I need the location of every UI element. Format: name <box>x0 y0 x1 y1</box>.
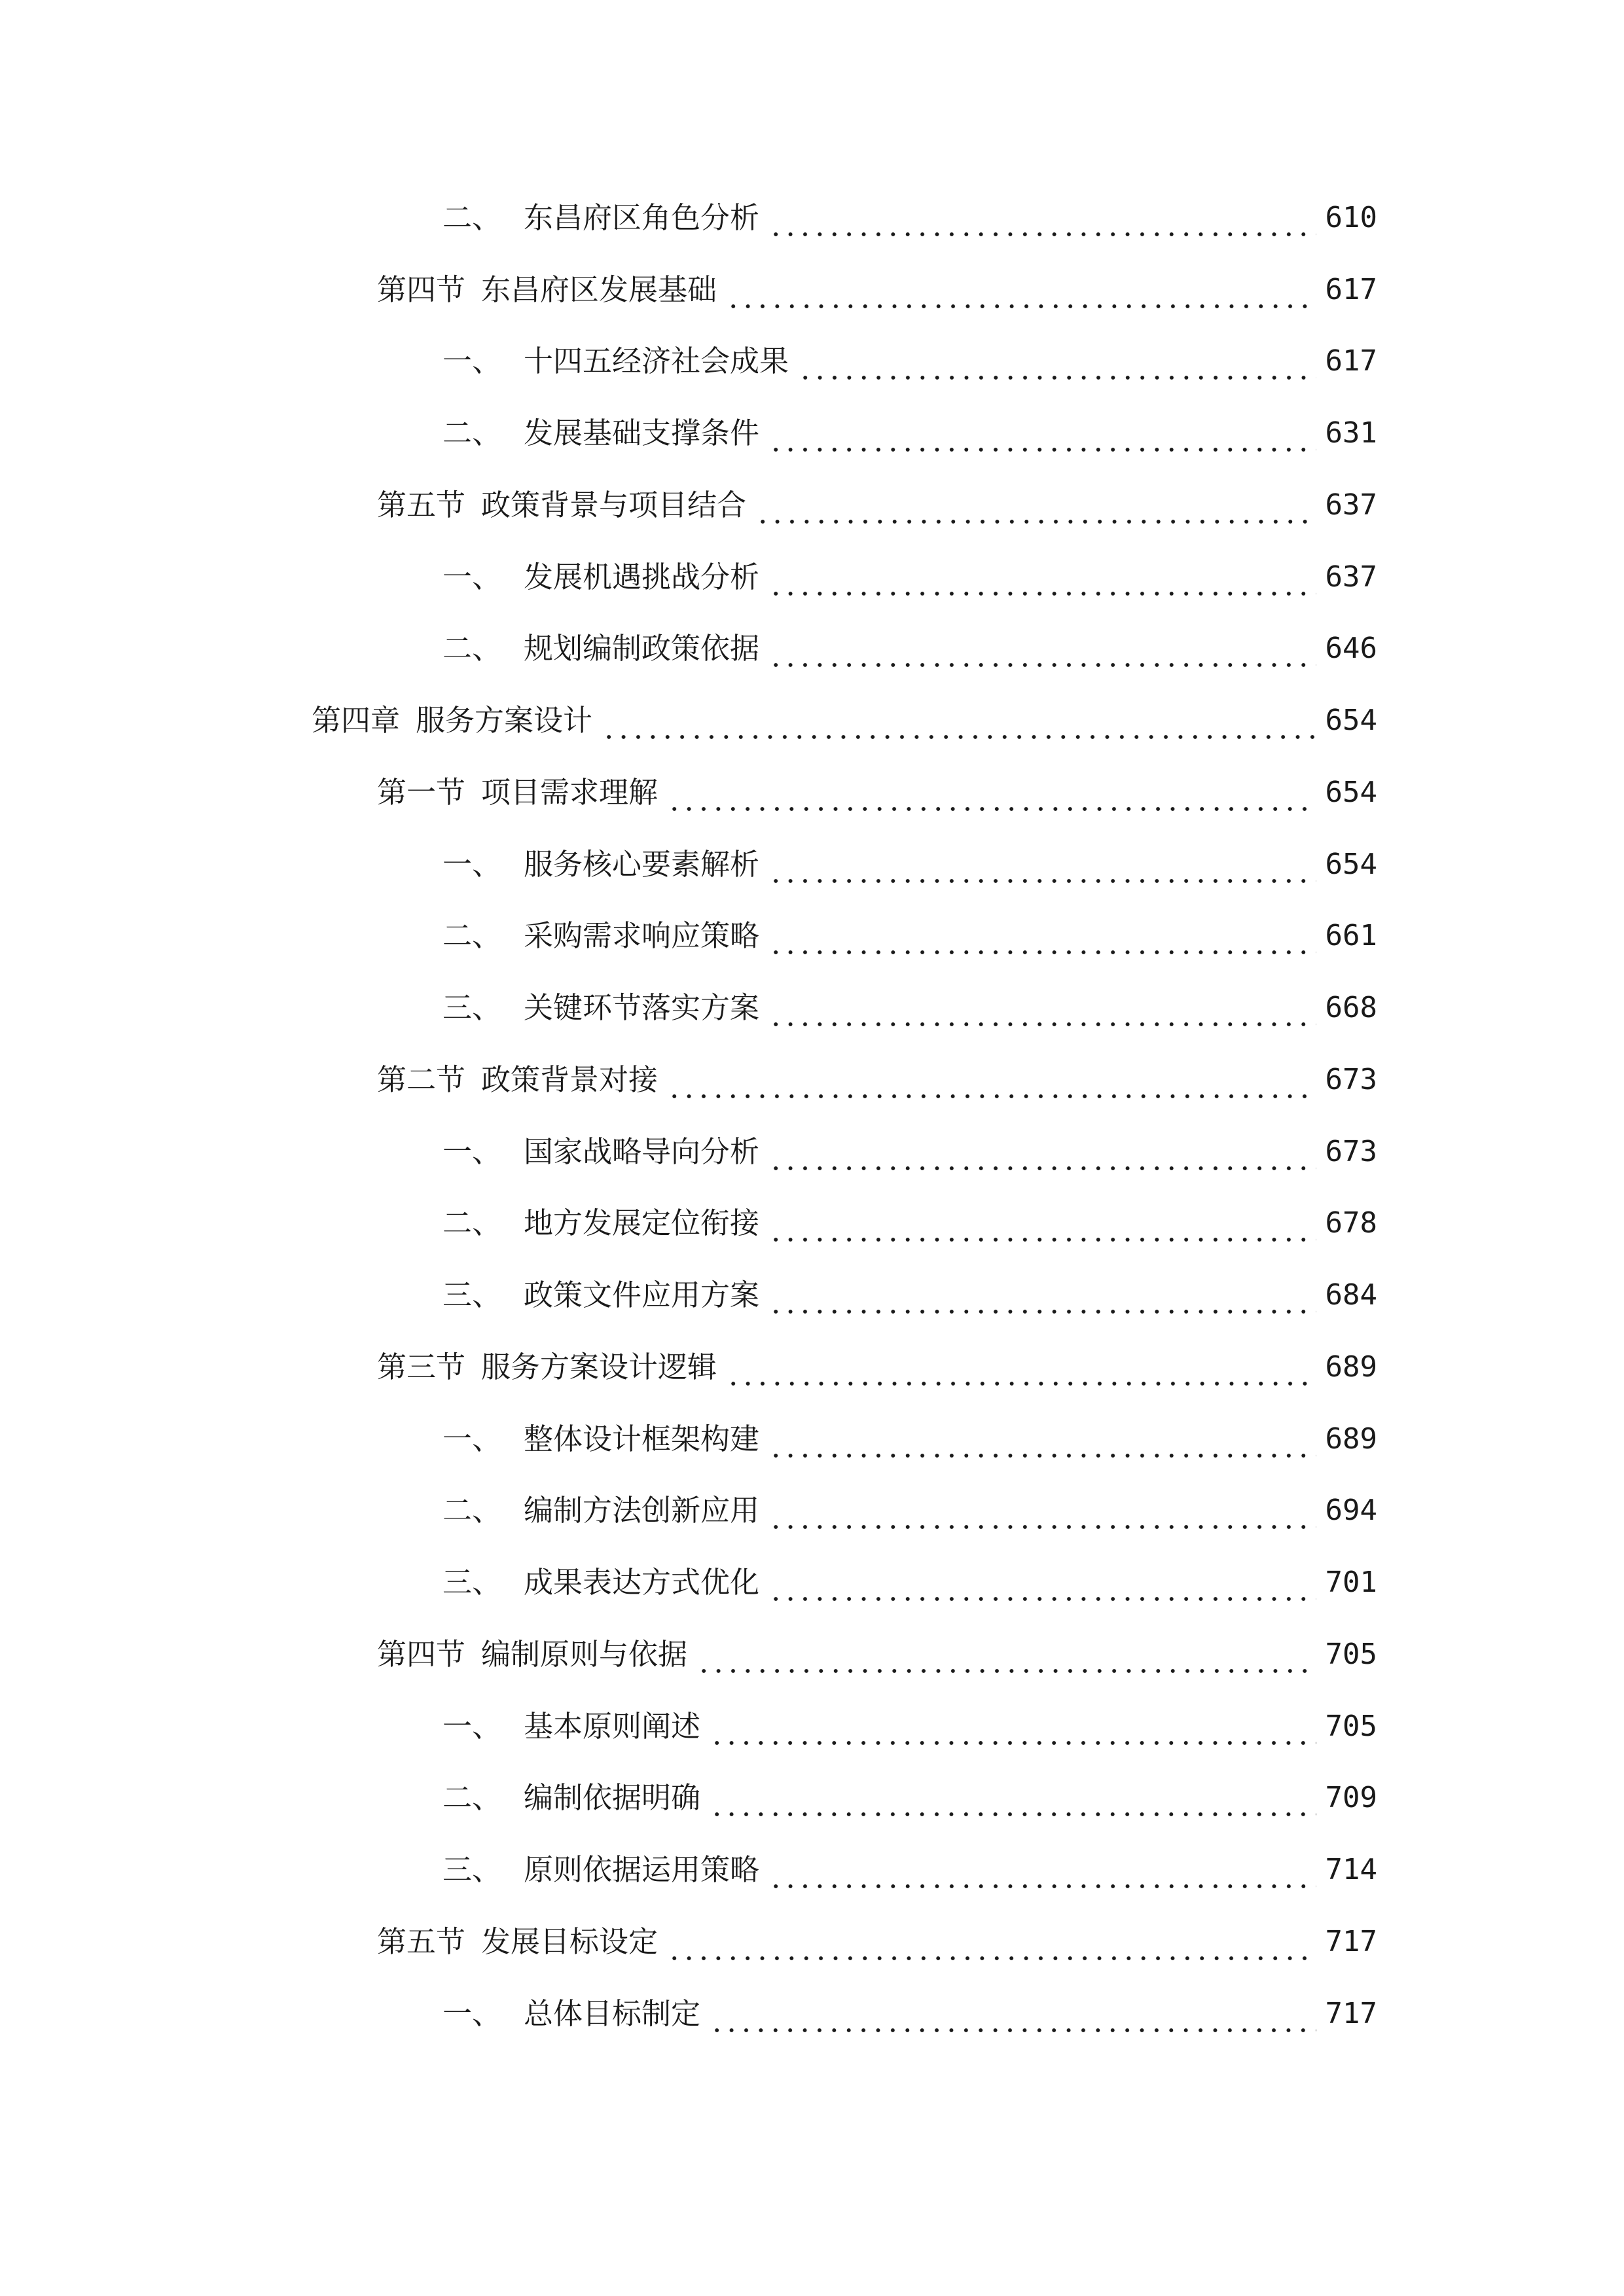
page-number: 610 <box>1325 201 1377 234</box>
entry-title: 原则依据运用策略 <box>524 1852 760 1887</box>
entry-title: 编制依据明确 <box>524 1780 701 1815</box>
toc-entry[interactable] <box>442 1772 1377 1824</box>
entry-title: 十四五经济社会成果 <box>524 344 789 378</box>
page-number: 637 <box>1325 560 1377 594</box>
entry-number: 三、 <box>442 1852 502 1887</box>
entry-number: 二、 <box>442 1206 502 1240</box>
entry-number: 二、 <box>442 631 502 666</box>
entry-title: 东昌府区发展基础 <box>481 272 717 307</box>
dot-leader <box>768 1126 1316 1178</box>
toc-entry[interactable] <box>442 407 1377 459</box>
entry-title: 服务核心要素解析 <box>524 847 760 882</box>
dot-leader <box>768 838 1316 891</box>
dot-leader <box>768 1484 1316 1537</box>
dot-leader <box>768 1197 1316 1249</box>
dot-leader <box>768 1413 1316 1465</box>
dot-leader <box>710 1700 1316 1753</box>
entry-number: 一、 <box>442 560 502 594</box>
toc-entry[interactable] <box>377 1628 1377 1681</box>
entry-number: 第五节 <box>377 1924 466 1959</box>
page-number: 678 <box>1325 1206 1377 1240</box>
entry-number: 第五节 <box>377 488 466 522</box>
toc-entry[interactable] <box>377 766 1377 819</box>
page-number: 631 <box>1325 416 1377 450</box>
dot-leader <box>667 1916 1316 1968</box>
dot-leader <box>696 1628 1316 1681</box>
page-number: 701 <box>1325 1566 1377 1599</box>
entry-number: 三、 <box>442 990 502 1025</box>
entry-title: 地方发展定位衔接 <box>524 1206 760 1240</box>
entry-number: 一、 <box>442 1134 502 1169</box>
toc-entry[interactable] <box>442 192 1377 244</box>
page-number: 637 <box>1325 488 1377 522</box>
toc-entry[interactable] <box>442 335 1377 387</box>
entry-title: 编制原则与依据 <box>481 1637 688 1672</box>
toc-entry[interactable] <box>377 479 1377 531</box>
entry-number: 三、 <box>442 1278 502 1312</box>
dot-leader <box>768 982 1316 1034</box>
toc-entry[interactable] <box>442 910 1377 962</box>
entry-title: 服务方案设计逻辑 <box>481 1350 717 1384</box>
toc-entry[interactable] <box>442 982 1377 1034</box>
toc-entry[interactable] <box>442 622 1377 675</box>
entry-title: 发展目标设定 <box>481 1924 659 1959</box>
dot-leader <box>768 1844 1316 1896</box>
entry-title: 基本原则阐述 <box>524 1709 701 1744</box>
dot-leader <box>710 1988 1316 2040</box>
toc-entry[interactable] <box>312 694 1377 747</box>
entry-number: 一、 <box>442 1422 502 1456</box>
entry-number: 第四节 <box>377 272 466 307</box>
dot-leader <box>755 479 1316 531</box>
page-number: 673 <box>1325 1135 1377 1168</box>
entry-title: 政策文件应用方案 <box>524 1278 760 1312</box>
toc-entry[interactable] <box>442 1988 1377 2040</box>
entry-number: 一、 <box>442 344 502 378</box>
page-number: 694 <box>1325 1494 1377 1527</box>
entry-title: 规划编制政策依据 <box>524 631 760 666</box>
entry-title: 发展基础支撑条件 <box>524 416 760 450</box>
entry-title: 东昌府区角色分析 <box>524 200 760 235</box>
page-number: 654 <box>1325 776 1377 809</box>
toc-entry[interactable] <box>442 838 1377 891</box>
dot-leader <box>768 622 1316 675</box>
entry-number: 第四节 <box>377 1637 466 1672</box>
toc-entry[interactable] <box>377 1054 1377 1106</box>
entry-title: 发展机遇挑战分析 <box>524 560 760 594</box>
entry-number: 第四章 <box>312 703 401 738</box>
page-number: 689 <box>1325 1350 1377 1384</box>
dot-leader <box>798 335 1316 387</box>
dot-leader <box>726 264 1316 316</box>
page-number: 717 <box>1325 1997 1377 2030</box>
entry-title: 政策背景与项目结合 <box>481 488 747 522</box>
dot-leader <box>768 1556 1316 1609</box>
entry-number: 第一节 <box>377 775 466 810</box>
entry-title: 整体设计框架构建 <box>524 1422 760 1456</box>
entry-title: 成果表达方式优化 <box>524 1565 760 1600</box>
page-number: 617 <box>1325 273 1377 306</box>
page-number: 714 <box>1325 1853 1377 1886</box>
entry-number: 第三节 <box>377 1350 466 1384</box>
page-number: 617 <box>1325 344 1377 378</box>
page-number: 709 <box>1325 1781 1377 1814</box>
toc-entry[interactable] <box>442 551 1377 603</box>
toc-entry[interactable] <box>377 1916 1377 1968</box>
entry-number: 三、 <box>442 1565 502 1600</box>
entry-number: 一、 <box>442 1709 502 1744</box>
entry-number: 一、 <box>442 847 502 882</box>
dot-leader <box>667 766 1316 819</box>
page-number: 717 <box>1325 1925 1377 1958</box>
dot-leader <box>768 407 1316 459</box>
toc-entry[interactable] <box>377 1341 1377 1393</box>
entry-number: 二、 <box>442 1780 502 1815</box>
dot-leader <box>768 910 1316 962</box>
dot-leader <box>726 1341 1316 1393</box>
page-number: 654 <box>1325 704 1377 737</box>
page-number: 705 <box>1325 1710 1377 1743</box>
dot-leader <box>768 192 1316 244</box>
page-number: 689 <box>1325 1422 1377 1456</box>
toc-entry[interactable] <box>442 1197 1377 1249</box>
entry-title: 项目需求理解 <box>481 775 659 810</box>
entry-title: 服务方案设计 <box>416 703 593 738</box>
entry-title: 国家战略导向分析 <box>524 1134 760 1169</box>
page-number: 654 <box>1325 848 1377 881</box>
entry-number: 二、 <box>442 918 502 953</box>
dot-leader <box>710 1772 1316 1824</box>
entry-number: 二、 <box>442 1493 502 1528</box>
entry-number: 二、 <box>442 416 502 450</box>
toc-entry[interactable] <box>442 1269 1377 1321</box>
toc-entry[interactable] <box>442 1700 1377 1753</box>
toc-entry[interactable] <box>442 1126 1377 1178</box>
entry-number: 一、 <box>442 1996 502 2031</box>
entry-number: 第二节 <box>377 1062 466 1097</box>
toc-entry[interactable] <box>442 1413 1377 1465</box>
entry-title: 总体目标制定 <box>524 1996 701 2031</box>
toc-entry[interactable] <box>377 264 1377 316</box>
page-number: 673 <box>1325 1063 1377 1096</box>
entry-title: 关键环节落实方案 <box>524 990 760 1025</box>
page-number: 661 <box>1325 919 1377 952</box>
page-number: 668 <box>1325 991 1377 1024</box>
dot-leader <box>602 694 1316 747</box>
dot-leader <box>768 551 1316 603</box>
entry-number: 二、 <box>442 200 502 235</box>
entry-title: 编制方法创新应用 <box>524 1493 760 1528</box>
dot-leader <box>768 1269 1316 1321</box>
toc-entry[interactable] <box>442 1556 1377 1609</box>
page-number: 684 <box>1325 1278 1377 1312</box>
entry-title: 政策背景对接 <box>481 1062 659 1097</box>
toc-entry[interactable] <box>442 1844 1377 1896</box>
dot-leader <box>667 1054 1316 1106</box>
page-number: 705 <box>1325 1638 1377 1671</box>
page-number: 646 <box>1325 632 1377 665</box>
toc-entry[interactable] <box>442 1484 1377 1537</box>
entry-title: 采购需求响应策略 <box>524 918 760 953</box>
